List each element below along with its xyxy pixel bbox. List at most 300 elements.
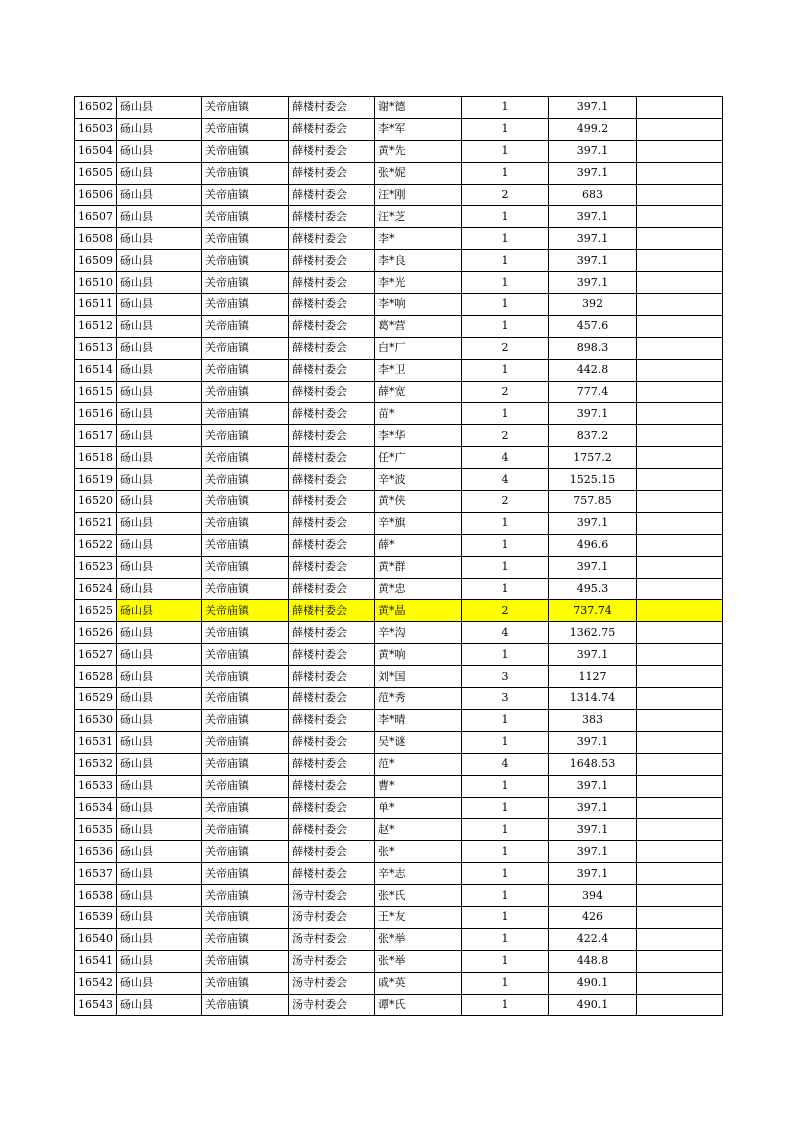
county-cell: 砀山县 xyxy=(117,841,202,863)
count-cell: 1 xyxy=(462,950,549,972)
name-cell: 张* xyxy=(375,841,462,863)
village-cell: 薛楼村委会 xyxy=(289,491,375,513)
village-cell: 薛楼村委会 xyxy=(289,556,375,578)
count-cell: 4 xyxy=(462,753,549,775)
table-row xyxy=(75,709,723,731)
note-cell xyxy=(637,709,723,731)
name-cell: 谢*德 xyxy=(375,97,462,119)
table-row xyxy=(75,447,723,469)
village-cell: 薛楼村委会 xyxy=(289,447,375,469)
county-cell: 砀山县 xyxy=(117,622,202,644)
row-number-cell: 16530 xyxy=(75,709,117,731)
name-cell: 白*厂 xyxy=(375,337,462,359)
name-cell: 李*良 xyxy=(375,250,462,272)
row-number-cell: 16543 xyxy=(75,994,117,1016)
town-cell: 关帝庙镇 xyxy=(202,578,289,600)
name-cell: 李*晴 xyxy=(375,709,462,731)
count-cell: 1 xyxy=(462,512,549,534)
row-number-cell: 16510 xyxy=(75,272,117,294)
note-cell xyxy=(637,731,723,753)
amount-cell: 397.1 xyxy=(549,140,637,162)
town-cell: 关帝庙镇 xyxy=(202,403,289,425)
town-cell: 关帝庙镇 xyxy=(202,447,289,469)
county-cell: 砀山县 xyxy=(117,797,202,819)
table-row xyxy=(75,731,723,753)
note-cell xyxy=(637,491,723,513)
county-cell: 砀山县 xyxy=(117,97,202,119)
count-cell: 4 xyxy=(462,622,549,644)
row-number-cell: 16525 xyxy=(75,600,117,622)
village-cell: 薛楼村委会 xyxy=(289,228,375,250)
table-row xyxy=(75,797,723,819)
town-cell: 关帝庙镇 xyxy=(202,928,289,950)
county-cell: 砀山县 xyxy=(117,381,202,403)
county-cell: 砀山县 xyxy=(117,250,202,272)
name-cell: 王*友 xyxy=(375,906,462,928)
village-cell: 薛楼村委会 xyxy=(289,403,375,425)
amount-cell: 496.6 xyxy=(549,534,637,556)
county-cell: 砀山县 xyxy=(117,272,202,294)
amount-cell: 490.1 xyxy=(549,972,637,994)
village-cell: 薛楼村委会 xyxy=(289,600,375,622)
amount-cell: 426 xyxy=(549,906,637,928)
village-cell: 薛楼村委会 xyxy=(289,315,375,337)
county-cell: 砀山县 xyxy=(117,118,202,140)
town-cell: 关帝庙镇 xyxy=(202,666,289,688)
note-cell xyxy=(637,469,723,491)
table-row xyxy=(75,272,723,294)
count-cell: 1 xyxy=(462,775,549,797)
amount-cell: 397.1 xyxy=(549,512,637,534)
town-cell: 关帝庙镇 xyxy=(202,381,289,403)
town-cell: 关帝庙镇 xyxy=(202,250,289,272)
row-number-cell: 16523 xyxy=(75,556,117,578)
table-row xyxy=(75,469,723,491)
name-cell: 李*华 xyxy=(375,425,462,447)
county-cell: 砀山县 xyxy=(117,337,202,359)
town-cell: 关帝庙镇 xyxy=(202,906,289,928)
data-table xyxy=(74,96,723,1016)
amount-cell: 397.1 xyxy=(549,556,637,578)
note-cell xyxy=(637,512,723,534)
town-cell: 关帝庙镇 xyxy=(202,994,289,1016)
row-number-cell: 16528 xyxy=(75,666,117,688)
name-cell: 任*广 xyxy=(375,447,462,469)
county-cell: 砀山县 xyxy=(117,753,202,775)
count-cell: 4 xyxy=(462,447,549,469)
county-cell: 砀山县 xyxy=(117,315,202,337)
town-cell: 关帝庙镇 xyxy=(202,885,289,907)
count-cell: 1 xyxy=(462,534,549,556)
row-number-cell: 16540 xyxy=(75,928,117,950)
table-row xyxy=(75,578,723,600)
table-row xyxy=(75,972,723,994)
note-cell xyxy=(637,97,723,119)
county-cell: 砀山县 xyxy=(117,403,202,425)
village-cell: 薛楼村委会 xyxy=(289,206,375,228)
amount-cell: 397.1 xyxy=(549,206,637,228)
row-number-cell: 16536 xyxy=(75,841,117,863)
amount-cell: 1757.2 xyxy=(549,447,637,469)
county-cell: 砀山县 xyxy=(117,294,202,316)
note-cell xyxy=(637,294,723,316)
note-cell xyxy=(637,666,723,688)
row-number-cell: 16503 xyxy=(75,118,117,140)
name-cell: 汪*芝 xyxy=(375,206,462,228)
village-cell: 薛楼村委会 xyxy=(289,841,375,863)
row-number-cell: 16542 xyxy=(75,972,117,994)
table-row xyxy=(75,950,723,972)
note-cell xyxy=(637,928,723,950)
name-cell: 黄*忠 xyxy=(375,578,462,600)
amount-cell: 1648.53 xyxy=(549,753,637,775)
name-cell: 辛*志 xyxy=(375,863,462,885)
name-cell: 黄*侠 xyxy=(375,491,462,513)
count-cell: 1 xyxy=(462,97,549,119)
county-cell: 砀山县 xyxy=(117,206,202,228)
name-cell: 曹* xyxy=(375,775,462,797)
note-cell xyxy=(637,403,723,425)
row-number-cell: 16529 xyxy=(75,688,117,710)
village-cell: 薛楼村委会 xyxy=(289,666,375,688)
village-cell: 汤寺村委会 xyxy=(289,906,375,928)
row-number-cell: 16517 xyxy=(75,425,117,447)
table-row xyxy=(75,491,723,513)
amount-cell: 837.2 xyxy=(549,425,637,447)
name-cell: 辛*沟 xyxy=(375,622,462,644)
village-cell: 薛楼村委会 xyxy=(289,272,375,294)
county-cell: 砀山县 xyxy=(117,491,202,513)
amount-cell: 397.1 xyxy=(549,97,637,119)
count-cell: 1 xyxy=(462,994,549,1016)
county-cell: 砀山县 xyxy=(117,950,202,972)
count-cell: 1 xyxy=(462,272,549,294)
name-cell: 薛*宽 xyxy=(375,381,462,403)
village-cell: 薛楼村委会 xyxy=(289,578,375,600)
note-cell xyxy=(637,556,723,578)
table-row xyxy=(75,512,723,534)
row-number-cell: 16524 xyxy=(75,578,117,600)
village-cell: 薛楼村委会 xyxy=(289,534,375,556)
village-cell: 汤寺村委会 xyxy=(289,994,375,1016)
village-cell: 薛楼村委会 xyxy=(289,512,375,534)
name-cell: 葛*营 xyxy=(375,315,462,337)
note-cell xyxy=(637,184,723,206)
count-cell: 3 xyxy=(462,688,549,710)
name-cell: 辛*旗 xyxy=(375,512,462,534)
note-cell xyxy=(637,885,723,907)
note-cell xyxy=(637,425,723,447)
table-row xyxy=(75,688,723,710)
village-cell: 薛楼村委会 xyxy=(289,162,375,184)
name-cell: 张*妮 xyxy=(375,162,462,184)
count-cell: 1 xyxy=(462,206,549,228)
count-cell: 2 xyxy=(462,184,549,206)
town-cell: 关帝庙镇 xyxy=(202,644,289,666)
town-cell: 关帝庙镇 xyxy=(202,140,289,162)
town-cell: 关帝庙镇 xyxy=(202,118,289,140)
town-cell: 关帝庙镇 xyxy=(202,184,289,206)
table-row xyxy=(75,425,723,447)
village-cell: 汤寺村委会 xyxy=(289,950,375,972)
table-row xyxy=(75,315,723,337)
name-cell: 刘*国 xyxy=(375,666,462,688)
table-row xyxy=(75,556,723,578)
note-cell xyxy=(637,863,723,885)
amount-cell: 448.8 xyxy=(549,950,637,972)
town-cell: 关帝庙镇 xyxy=(202,425,289,447)
amount-cell: 442.8 xyxy=(549,359,637,381)
count-cell: 2 xyxy=(462,491,549,513)
name-cell: 李*响 xyxy=(375,294,462,316)
row-number-cell: 16541 xyxy=(75,950,117,972)
town-cell: 关帝庙镇 xyxy=(202,775,289,797)
table-row xyxy=(75,928,723,950)
note-cell xyxy=(637,118,723,140)
row-number-cell: 16512 xyxy=(75,315,117,337)
note-cell xyxy=(637,600,723,622)
village-cell: 薛楼村委会 xyxy=(289,469,375,491)
county-cell: 砀山县 xyxy=(117,359,202,381)
amount-cell: 397.1 xyxy=(549,162,637,184)
row-number-cell: 16537 xyxy=(75,863,117,885)
note-cell xyxy=(637,206,723,228)
count-cell: 1 xyxy=(462,928,549,950)
name-cell: 黄*先 xyxy=(375,140,462,162)
village-cell: 薛楼村委会 xyxy=(289,337,375,359)
row-number-cell: 16513 xyxy=(75,337,117,359)
row-number-cell: 16521 xyxy=(75,512,117,534)
amount-cell: 397.1 xyxy=(549,841,637,863)
note-cell xyxy=(637,162,723,184)
count-cell: 1 xyxy=(462,556,549,578)
village-cell: 薛楼村委会 xyxy=(289,797,375,819)
row-number-cell: 16506 xyxy=(75,184,117,206)
village-cell: 薛楼村委会 xyxy=(289,97,375,119)
row-number-cell: 16520 xyxy=(75,491,117,513)
count-cell: 2 xyxy=(462,600,549,622)
note-cell xyxy=(637,994,723,1016)
row-number-cell: 16502 xyxy=(75,97,117,119)
amount-cell: 397.1 xyxy=(549,775,637,797)
county-cell: 砀山县 xyxy=(117,775,202,797)
row-number-cell: 16534 xyxy=(75,797,117,819)
village-cell: 薛楼村委会 xyxy=(289,775,375,797)
note-cell xyxy=(637,578,723,600)
count-cell: 1 xyxy=(462,250,549,272)
town-cell: 关帝庙镇 xyxy=(202,841,289,863)
village-cell: 薛楼村委会 xyxy=(289,294,375,316)
count-cell: 1 xyxy=(462,578,549,600)
amount-cell: 898.3 xyxy=(549,337,637,359)
row-number-cell: 16518 xyxy=(75,447,117,469)
note-cell xyxy=(637,906,723,928)
county-cell: 砀山县 xyxy=(117,863,202,885)
note-cell xyxy=(637,950,723,972)
count-cell: 1 xyxy=(462,294,549,316)
table-row xyxy=(75,403,723,425)
table-row xyxy=(75,644,723,666)
count-cell: 4 xyxy=(462,469,549,491)
amount-cell: 777.4 xyxy=(549,381,637,403)
row-number-cell: 16504 xyxy=(75,140,117,162)
count-cell: 1 xyxy=(462,403,549,425)
county-cell: 砀山县 xyxy=(117,600,202,622)
county-cell: 砀山县 xyxy=(117,140,202,162)
village-cell: 薛楼村委会 xyxy=(289,359,375,381)
village-cell: 薛楼村委会 xyxy=(289,381,375,403)
amount-cell: 397.1 xyxy=(549,731,637,753)
amount-cell: 394 xyxy=(549,885,637,907)
table-body xyxy=(75,97,723,1016)
note-cell xyxy=(637,381,723,403)
amount-cell: 397.1 xyxy=(549,250,637,272)
table-row xyxy=(75,250,723,272)
name-cell: 黄*群 xyxy=(375,556,462,578)
name-cell: 薛* xyxy=(375,534,462,556)
row-number-cell: 16519 xyxy=(75,469,117,491)
table-row xyxy=(75,294,723,316)
county-cell: 砀山县 xyxy=(117,469,202,491)
amount-cell: 499.2 xyxy=(549,118,637,140)
town-cell: 关帝庙镇 xyxy=(202,972,289,994)
town-cell: 关帝庙镇 xyxy=(202,162,289,184)
table-row xyxy=(75,753,723,775)
row-number-cell: 16526 xyxy=(75,622,117,644)
table-row xyxy=(75,162,723,184)
town-cell: 关帝庙镇 xyxy=(202,469,289,491)
row-number-cell: 16507 xyxy=(75,206,117,228)
count-cell: 2 xyxy=(462,381,549,403)
village-cell: 汤寺村委会 xyxy=(289,885,375,907)
count-cell: 2 xyxy=(462,425,549,447)
village-cell: 薛楼村委会 xyxy=(289,863,375,885)
count-cell: 1 xyxy=(462,315,549,337)
name-cell: 范*秀 xyxy=(375,688,462,710)
county-cell: 砀山县 xyxy=(117,819,202,841)
name-cell: 吴*谜 xyxy=(375,731,462,753)
amount-cell: 757.85 xyxy=(549,491,637,513)
row-number-cell: 16505 xyxy=(75,162,117,184)
row-number-cell: 16532 xyxy=(75,753,117,775)
table-row xyxy=(75,381,723,403)
name-cell: 李*光 xyxy=(375,272,462,294)
county-cell: 砀山县 xyxy=(117,184,202,206)
amount-cell: 397.1 xyxy=(549,644,637,666)
note-cell xyxy=(637,753,723,775)
table-row xyxy=(75,841,723,863)
town-cell: 关帝庙镇 xyxy=(202,294,289,316)
county-cell: 砀山县 xyxy=(117,556,202,578)
note-cell xyxy=(637,337,723,359)
row-number-cell: 16508 xyxy=(75,228,117,250)
row-number-cell: 16527 xyxy=(75,644,117,666)
note-cell xyxy=(637,819,723,841)
name-cell: 张*氏 xyxy=(375,885,462,907)
count-cell: 1 xyxy=(462,644,549,666)
village-cell: 薛楼村委会 xyxy=(289,644,375,666)
county-cell: 砀山县 xyxy=(117,425,202,447)
name-cell: 汪*刚 xyxy=(375,184,462,206)
note-cell xyxy=(637,688,723,710)
amount-cell: 1362.75 xyxy=(549,622,637,644)
town-cell: 关帝庙镇 xyxy=(202,534,289,556)
town-cell: 关帝庙镇 xyxy=(202,600,289,622)
row-number-cell: 16535 xyxy=(75,819,117,841)
village-cell: 薛楼村委会 xyxy=(289,425,375,447)
village-cell: 汤寺村委会 xyxy=(289,928,375,950)
count-cell: 2 xyxy=(462,337,549,359)
amount-cell: 397.1 xyxy=(549,797,637,819)
table-row xyxy=(75,600,723,622)
table-row xyxy=(75,863,723,885)
county-cell: 砀山县 xyxy=(117,512,202,534)
row-number-cell: 16531 xyxy=(75,731,117,753)
town-cell: 关帝庙镇 xyxy=(202,337,289,359)
village-cell: 薛楼村委会 xyxy=(289,622,375,644)
village-cell: 汤寺村委会 xyxy=(289,972,375,994)
town-cell: 关帝庙镇 xyxy=(202,97,289,119)
table-row xyxy=(75,184,723,206)
county-cell: 砀山县 xyxy=(117,972,202,994)
row-number-cell: 16511 xyxy=(75,294,117,316)
village-cell: 薛楼村委会 xyxy=(289,709,375,731)
count-cell: 1 xyxy=(462,140,549,162)
row-number-cell: 16509 xyxy=(75,250,117,272)
village-cell: 薛楼村委会 xyxy=(289,140,375,162)
amount-cell: 397.1 xyxy=(549,819,637,841)
count-cell: 1 xyxy=(462,797,549,819)
note-cell xyxy=(637,272,723,294)
amount-cell: 1127 xyxy=(549,666,637,688)
town-cell: 关帝庙镇 xyxy=(202,272,289,294)
amount-cell: 397.1 xyxy=(549,863,637,885)
count-cell: 1 xyxy=(462,731,549,753)
table-row xyxy=(75,359,723,381)
town-cell: 关帝庙镇 xyxy=(202,206,289,228)
town-cell: 关帝庙镇 xyxy=(202,512,289,534)
name-cell: 单* xyxy=(375,797,462,819)
note-cell xyxy=(637,228,723,250)
county-cell: 砀山县 xyxy=(117,162,202,184)
town-cell: 关帝庙镇 xyxy=(202,228,289,250)
county-cell: 砀山县 xyxy=(117,228,202,250)
note-cell xyxy=(637,775,723,797)
row-number-cell: 16538 xyxy=(75,885,117,907)
amount-cell: 383 xyxy=(549,709,637,731)
village-cell: 薛楼村委会 xyxy=(289,118,375,140)
county-cell: 砀山县 xyxy=(117,644,202,666)
town-cell: 关帝庙镇 xyxy=(202,315,289,337)
town-cell: 关帝庙镇 xyxy=(202,491,289,513)
note-cell xyxy=(637,315,723,337)
count-cell: 3 xyxy=(462,666,549,688)
amount-cell: 392 xyxy=(549,294,637,316)
count-cell: 1 xyxy=(462,972,549,994)
amount-cell: 457.6 xyxy=(549,315,637,337)
count-cell: 1 xyxy=(462,863,549,885)
amount-cell: 737.74 xyxy=(549,600,637,622)
row-number-cell: 16533 xyxy=(75,775,117,797)
name-cell: 赵* xyxy=(375,819,462,841)
table-row xyxy=(75,206,723,228)
count-cell: 1 xyxy=(462,709,549,731)
table-row xyxy=(75,534,723,556)
table-row xyxy=(75,666,723,688)
table-row xyxy=(75,337,723,359)
note-cell xyxy=(637,447,723,469)
amount-cell: 397.1 xyxy=(549,228,637,250)
